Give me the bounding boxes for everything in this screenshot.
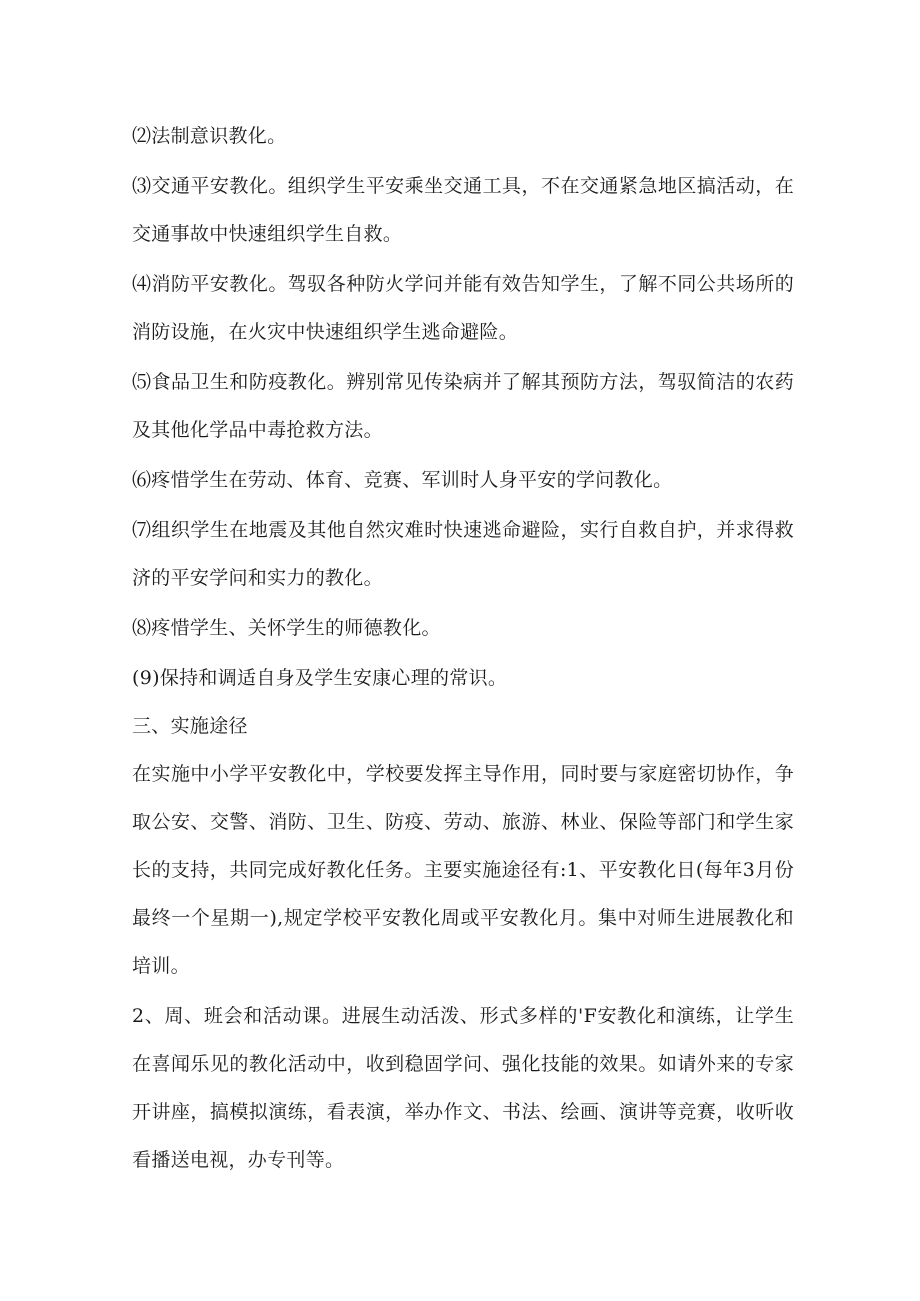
list-item-2: ⑵法制意识教化。 [132,125,287,147]
list-item-4: ⑷消防平安教化。驾驭各种防火学问并能有效告知学生，了解不同公共场所的消防设施，在火灾中快速组织学生逃命避险。 [132,273,794,343]
list-item-7: ⑺组织学生在地震及其他自然灾难时快速逃命避险，实行自救自护，并求得救济的平安学问和实力的教化。 [132,519,794,589]
section-paragraph-2: 2、周、班会和活动课。进展生动活泼、形式多样的'F安教化和演练，让学生在喜闻乐见的教化活动中，收到稳固学问、强化技能的效果。如请外来的专家开讲座，搞模拟演练，看表演，举办作文、书法、绘画、演讲等竞赛，收听收看播送电视，办专刊等。 [132,1005,794,1171]
list-item-9: (9)保持和调适自身及学生安康心理的常识。 [132,667,508,689]
section-heading: 三、实施途径 [132,715,248,737]
document-body [132,112,794,1184]
list-item-5: ⑸食品卫生和防疫教化。辨别常见传染病并了解其预防方法，驾驭简洁的农药及其他化学品中毒抢救方法。 [132,371,794,441]
list-item-3: ⑶交通平安教化。组织学生平安乘坐交通工具，不在交通紧急地区搞活动，在交通事故中快速组织学生自救。 [132,175,794,245]
section-paragraph-1: 在实施中小学平安教化中，学校要发挥主导作用，同时要与家庭密切协作，争取公安、交警、消防、卫生、防疫、劳动、旅游、林业、保险等部门和学生家长的支持，共同完成好教化任务。主要实施途径有:1、平安教化日(每年3月份最终一个星期一),规定学校平安教化周或平安教化月。集中对师生进展教化和培训。 [132,763,794,977]
list-item-6: ⑹疼惜学生在劳动、体育、竞赛、军训时人身平安的学问教化。 [132,469,673,491]
list-item-8: ⑻疼惜学生、关怀学生的师德教化。 [132,617,441,639]
